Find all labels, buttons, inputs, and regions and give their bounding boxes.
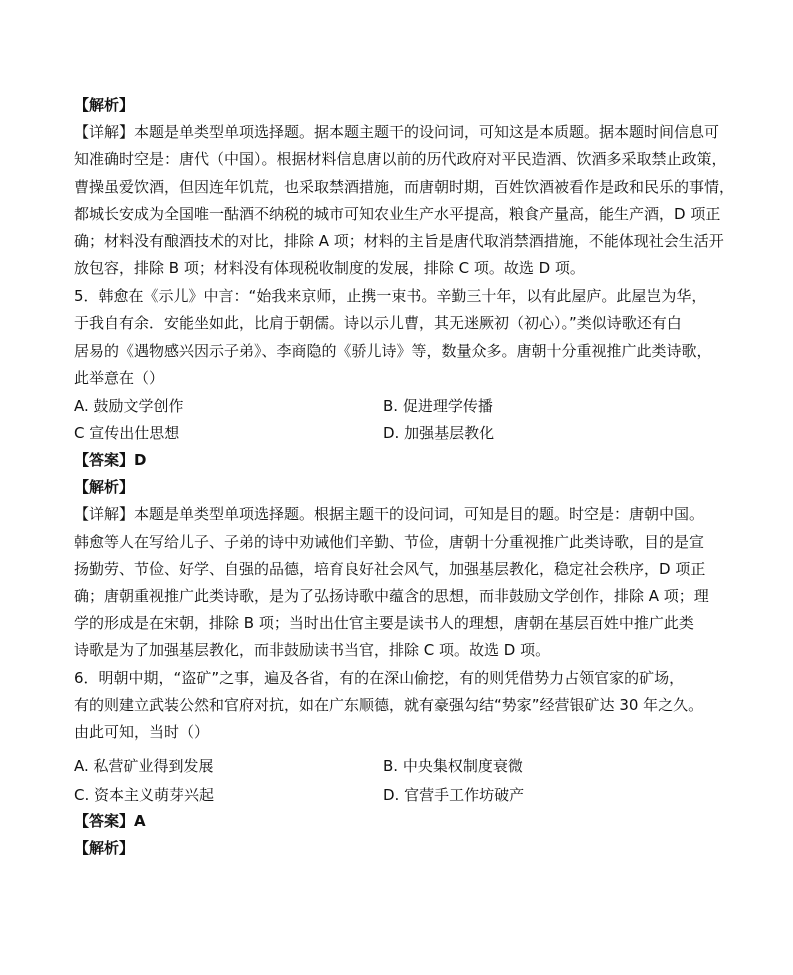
detail-line: 确；唐朝重视推广此类诗歌，是为了弘扬诗歌中蕴含的思想，而非鼓励文学创作，排除 A 项；理 [74, 587, 709, 605]
option-c: C 宣传出仕思想 [74, 424, 180, 442]
detail-line: 知准确时空是：唐代（中国）。根据材料信息唐以前的历代政府对平民造酒、饮酒多采取禁止政策， [74, 150, 727, 168]
detail-line: 放包容，排除 B 项；材料没有体现税收制度的发展，排除 C 项。故选 D 项。 [74, 259, 585, 277]
option-a: A. 私营矿业得到发展 [74, 757, 214, 775]
detail-line: 【详解】本题是单类型单项选择题。据本题主题干的设问词，可知这是本质题。据本题时间信息可 [74, 123, 720, 141]
question-stem-line: 5．韩愈在《示儿》中言：“始我来京师，止携一束书。辛勤三十年，以有此屋庐。此屋岂为华， [74, 287, 707, 305]
analysis-label: 【解析】 [74, 839, 135, 857]
option-b: B. 促进理学传播 [383, 397, 493, 415]
analysis-label: 【解析】 [74, 478, 135, 496]
option-c: C. 资本主义萌芽兴起 [74, 786, 215, 804]
detail-line: 学的形成是在宋朝，排除 B 项；当时出仕官主要是读书人的理想，唐朝在基层百姓中推广此类 [74, 614, 694, 632]
question-stem-line: 此举意在（） [74, 369, 165, 387]
option-b: B. 中央集权制度衰微 [383, 757, 523, 775]
detail-line: 曹操虽爱饮酒，但因连年饥荒，也采取禁酒措施，而唐朝时期，百姓饮酒被看作是政和民乐的事情， [74, 178, 735, 196]
question-stem-line: 于我自有余．安能坐如此，比肩于朝儒。诗以示儿曹，其无迷厥初（初心）。”类似诗歌还有白 [74, 314, 682, 332]
detail-line: 确；材料没有酿酒技术的对比，排除 A 项；材料的主旨是唐代取消禁酒措施，不能体现社会生活开 [74, 232, 724, 250]
question-stem-line: 6．明朝中期，“盗矿”之事，遍及各省，有的在深山偷挖，有的则凭借势力占领官家的矿场， [74, 669, 685, 687]
question-stem-line: 有的则建立武装公然和官府对抗，如在广东顺德，就有豪强勾结“势家”经营银矿达 30 年之久。 [74, 696, 704, 714]
question-stem-line: 由此可知，当时（） [74, 723, 210, 741]
question-stem-line: 居易的《遇物感兴因示子弟》、李商隐的《骄儿诗》等，数量众多。唐朝十分重视推广此类诗歌， [74, 342, 712, 360]
detail-line: 诗歌是为了加强基层教化，而非鼓励读书当官，排除 C 项。故选 D 项。 [74, 641, 551, 659]
detail-line: 【详解】本题是单类型单项选择题。根据主题干的设问词，可知是目的题。时空是：唐朝中国。 [74, 505, 705, 523]
option-d: D. 加强基层教化 [383, 424, 495, 442]
option-a: A. 鼓励文学创作 [74, 397, 184, 415]
detail-line: 扬勤劳、节俭、好学、自强的品德，培育良好社会风气，加强基层教化，稳定社会秩序，D 项正 [74, 560, 706, 578]
detail-line: 都城长安成为全国唯一酤酒不纳税的城市可知农业生产水平提高，粮食产量高，能生产酒，D 项正 [74, 205, 721, 223]
analysis-label: 【解析】 [74, 96, 135, 114]
answer-label: 【答案】A [74, 812, 146, 830]
option-d: D. 官营手工作坊破产 [383, 786, 525, 804]
detail-line: 韩愈等人在写给儿子、子弟的诗中劝诫他们辛勤、节俭，唐朝十分重视推广此类诗歌，目的是宣 [74, 533, 705, 551]
answer-label: 【答案】D [74, 451, 147, 469]
